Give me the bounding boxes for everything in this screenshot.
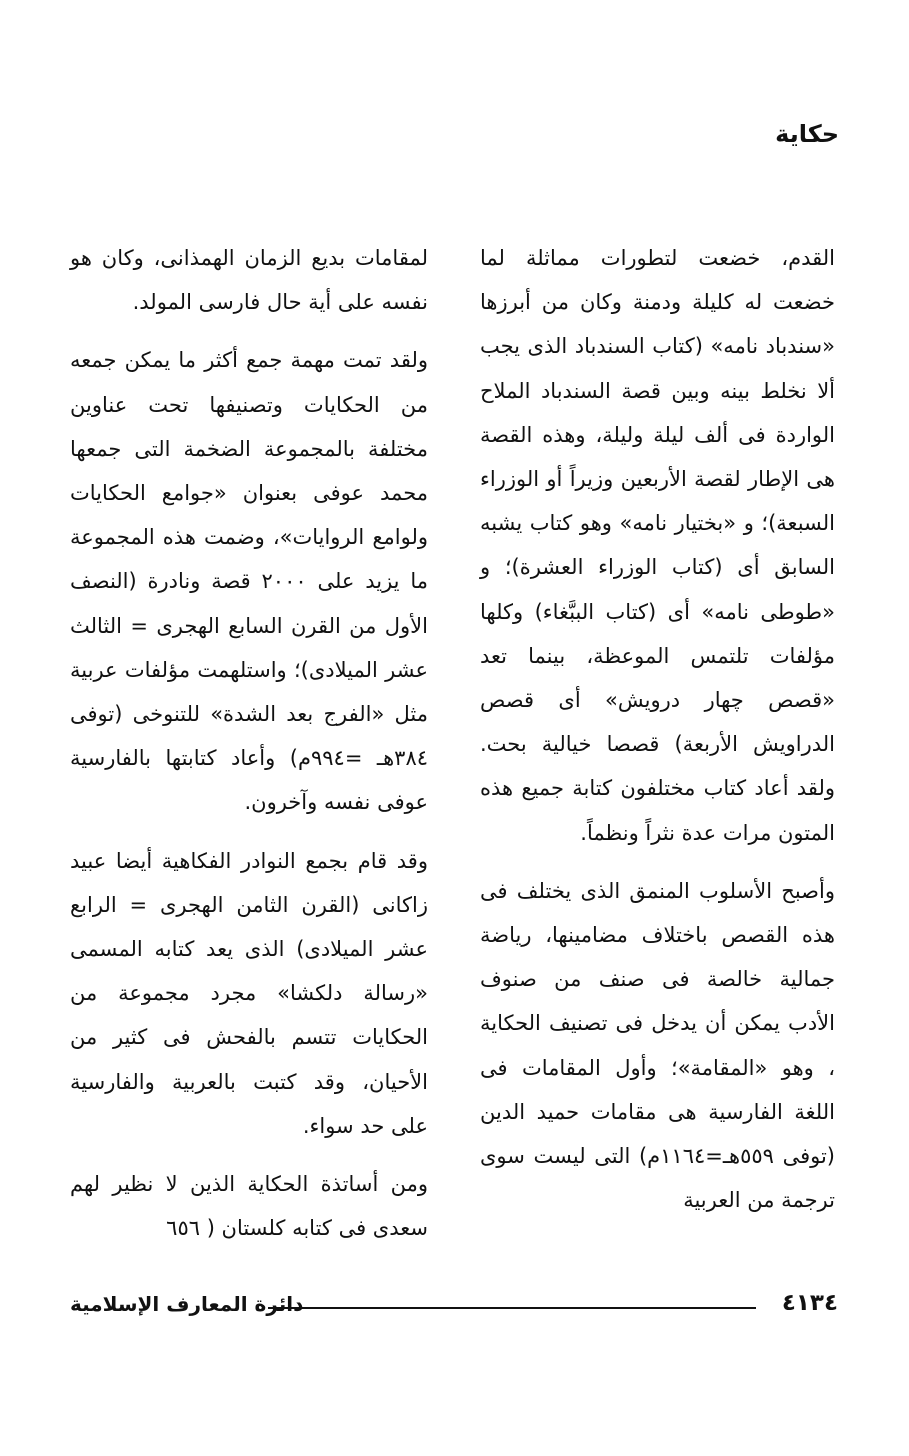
- page-number: ٤١٣٤: [781, 1290, 838, 1316]
- paragraph: القدم، خضعت لتطورات مماثلة لما خضعت له كليلة ودمنة وكان من أبرزها «سندباد نامه» (كتاب السندباد الذى يجب ألا نخلط بينه وبين قصة السندباد الملاح الواردة فى ألف ليلة وليلة، وهذه القصة هى الإطار لقصة الأربعين وزيراً أو الوزراء السبعة)؛ و «بختيار نامه» وهو كتاب يشبه السابق أى (كتاب الوزراء العشرة)؛ و «طوطى نامه» أى (كتاب الببَّغاء) وكلها مؤلفات تلتمس الموعظة، بينما تعد «قصص چهار درويش» أى قصص الدراويش الأربعة) قصصا خيالية بحت. ولقد أعاد كتاب مختلفون كتابة جميع هذه المتون مرات عدة نثراً ونظماً.: [480, 246, 835, 845]
- paragraph: ومن أساتذة الحكاية الذين لا نظير لهم سعدى فى كتابه كلستان ( ٦٥٦: [70, 1172, 428, 1241]
- page-footer: [70, 1290, 838, 1324]
- paragraph: وأصبح الأسلوب المنمق الذى يختلف فى هذه القصص باختلاف مضامينها، رياضة جمالية خالصة فى صنف من صنوف الأدب يمكن أن يدخل فى تصنيف الحكاية ، وهو «المقامة»؛ وأول المقامات فى اللغة الفارسية هى مقامات حميد الدين (توفى ٥٥٩هـ=١١٦٤م) التى ليست سوى ترجمة من العربية: [480, 878, 835, 1213]
- paragraph: وقد قام بجمع النوادر الفكاهية أيضا عبيد زاكانى (القرن الثامن الهجرى = الرابع عشر الميلادى) الذى يعد كتابه المسمى «رسالة دلكشا» مجرد مجموعة من الحكايات تتسم بالفحش فى كثير من الأحيان، وقد كتبت بالعربية والفارسية على حد سواء.: [70, 848, 428, 1138]
- paragraph: لمقامات بديع الزمان الهمذانى، وكان هو نفسه على أية حال فارسى المولد.: [70, 246, 428, 315]
- footer-divider: [268, 1307, 756, 1309]
- running-header-title: حكاية: [775, 120, 839, 148]
- publication-title: دائرة المعارف الإسلامية: [70, 1292, 304, 1316]
- text-column-left: [70, 236, 428, 1250]
- paragraph: ولقد تمت مهمة جمع أكثر ما يمكن جمعه من الحكايات وتصنيفها تحت عناوين مختلفة بالمجموعة الضخمة التى جمعها محمد عوفى بعنوان «جوامع الحكايات ولوامع الروايات»، وضمت هذه المجموعة ما يزيد على ٢٠٠٠ قصة ونادرة (النصف الأول من القرن السابع الهجرى = الثالث عشر الميلادى)؛ واستلهمت مؤلفات عربية مثل «الفرج بعد الشدة» للتنوخى (توفى ٣٨٤هـ =٩٩٤م) وأعاد كتابتها بالفارسية عوفى نفسه وآخرون.: [70, 348, 429, 815]
- text-column-right: [480, 236, 835, 1222]
